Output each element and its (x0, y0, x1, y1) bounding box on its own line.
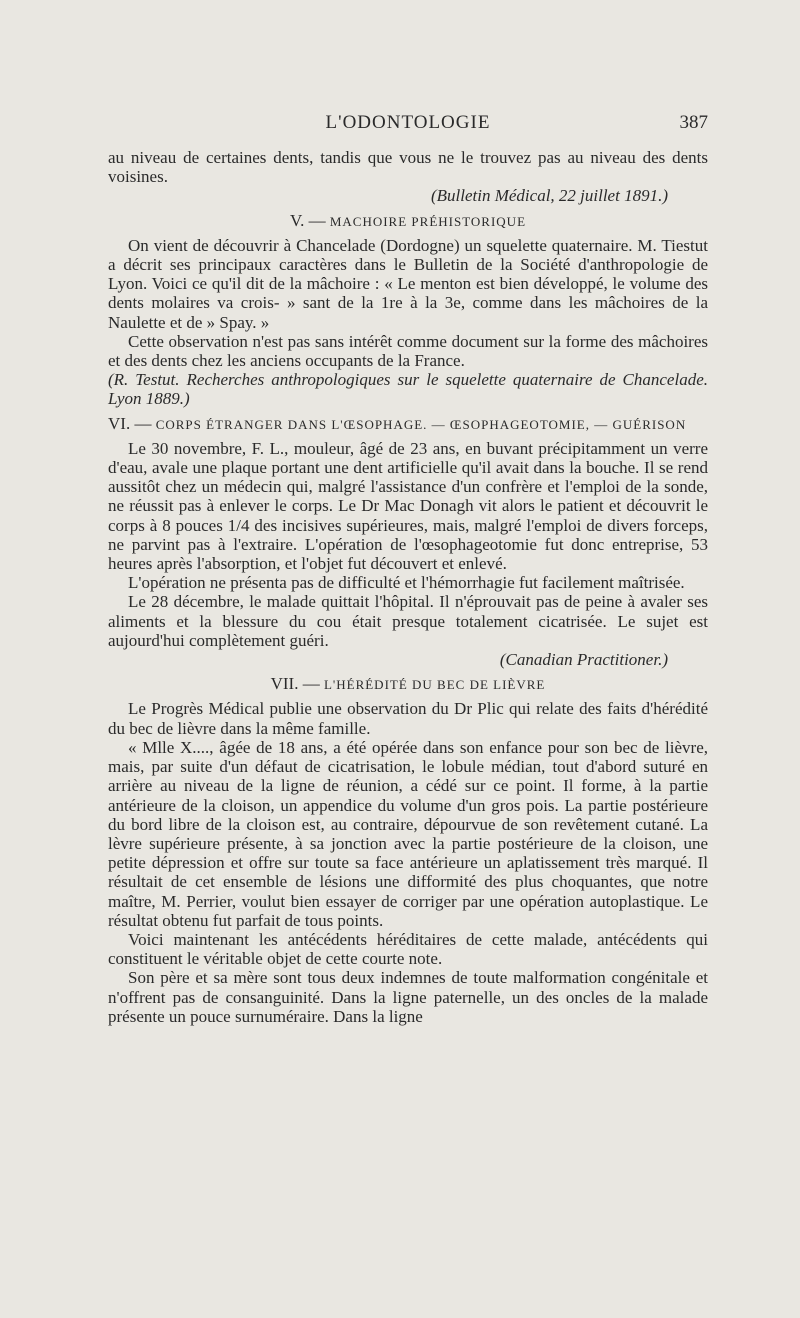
section-vii-paragraph-1: Le Progrès Médical publie une observation du Dr Plic qui relate des faits d'hérédité du bec de lièvre dans la même famille. (108, 699, 708, 738)
page-body (108, 148, 708, 1026)
section-v-citation: (R. Testut. Recherches anthropologiques sur le squelette quaternaire de Chancelade. Lyon 1889.) (108, 370, 708, 409)
section-iv-citation: (Bulletin Médical, 22 juillet 1891.) (430, 186, 668, 206)
section-v-title: MACHOIRE PRÉHISTORIQUE (329, 213, 527, 229)
section-vii-heading (108, 674, 708, 694)
section-vi-title: CORPS ÉTRANGER DANS L'ŒSOPHAGE. — ŒSOPHAGEOTOMIE, — GUÉRISON (155, 416, 687, 432)
section-vii-paragraph-2: « Mlle X...., âgée de 18 ans, a été opérée dans son enfance pour son bec de lièvre, mais, par suite d'un défaut de cicatrisation, le lobule médian, tout d'abord suturé en arrière au niveau de la ligne de réunion, a cédé sur ce point. Il forme, à la partie antérieure de la cloison, un appendice du volume d'un gros pois. La partie postérieure du bord libre de la cloison est, au contraire, dépourvue de son revêtement cutané. La lèvre supérieure présente, à sa jonction avec la partie postérieure de la cloison, une petite dépression et offre sur toute sa face antérieure un aplatissement très marqué. Il résultait de cet ensemble de lésions une difformité des plus choquantes, que notre maître, M. Perrier, voulut bien essayer de corriger par une opération autoplastique. Le résultat obtenu fut parfait de tous points. (108, 737, 708, 930)
section-vi-heading (108, 414, 708, 434)
section-vi-citation: (Canadian Practitioner.) (499, 650, 668, 670)
section-v-paragraph-1: On vient de découvrir à Chancelade (Dordogne) un squelette quaternaire. M. Tiestut a décrit ses principaux caractères dans le Bulletin de la Société d'anthropologie de Lyon. Voici ce qu'il dit de la mâchoire : « Le menton est bien développé, le volume des dents molaires va crois- » sant de la 1re à la 3e, comme dans les mâchoires de la Naulette et de » Spay. » (108, 235, 708, 332)
section-vii-number: VII. — (270, 674, 320, 694)
section-vi-number: VI. — (108, 413, 152, 433)
section-vii-paragraph-3: Voici maintenant les antécédents héréditaires de cette malade, antécédents qui constituent le véritable objet de cette courte note. (108, 929, 708, 969)
section-iv-continuation: au niveau de certaines dents, tandis que vous ne le trouvez pas au niveau des dents voisines. (108, 148, 708, 187)
section-v-heading (108, 211, 708, 231)
section-vi-paragraph-3: Le 28 décembre, le malade quittait l'hôpital. Il n'éprouvait pas de peine à avaler ses aliments et la blessure du cou était presque totalement cicatrisée. Le sujet est aujourd'hui complètement guéri. (108, 592, 708, 650)
section-vi-paragraph-1: Le 30 novembre, F. L., mouleur, âgé de 23 ans, en buvant précipitamment un verre d'eau, avale une plaque portant une dent artificielle qu'il avait dans la bouche. Il se rend aussitôt chez un médecin qui, malgré l'assistance d'un confrère et l'emploi de la sonde, ne réussit pas à enlever le corps. Le Dr Mac Donagh vit alors le patient et découvrit le corps à 8 pouces 1/4 des incisives supérieures, mais, malgré l'emploi de divers forceps, ne parvint pas à l'extraire. L'opération de l'œsophageotomie fut donc entreprise, 53 heures après l'absorption, et l'objet fut découvert et enlevé. (108, 438, 708, 574)
section-vii-paragraph-4: Son père et sa mère sont tous deux indemnes de toute malformation congénitale et n'offrent pas de consanguinité. Dans la ligne paternelle, un des oncles de la malade présente un pouce surnuméraire. Dans la ligne (108, 968, 708, 1026)
section-v-number: V. — (289, 210, 326, 230)
section-vii-title: L'HÉRÉDITÉ DU BEC DE LIÈVRE (323, 677, 546, 693)
page-number: 387 (679, 112, 708, 133)
section-v-paragraph-2: Cette observation n'est pas sans intérêt comme document sur la forme des mâchoires et des dents chez les anciens occupants de la France. (108, 331, 708, 371)
section-vi-paragraph-2: L'opération ne présenta pas de difficulté et l'hémorrhagie fut facilement maîtrisée. (128, 573, 685, 593)
running-title: L'ODONTOLOGIE (325, 112, 491, 133)
running-header (108, 112, 708, 138)
